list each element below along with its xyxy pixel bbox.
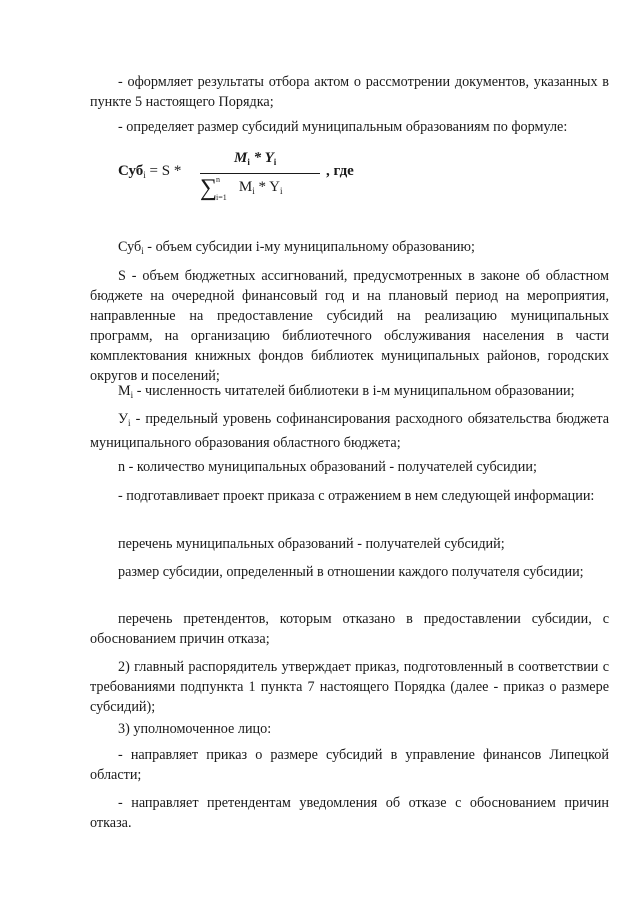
sum-upper-limit: n <box>216 175 220 184</box>
paragraph-formula-intro: - определяет размер субсидий муниципальным образованиям по формуле: <box>118 119 568 135</box>
paragraph-y-definition: $У_i$ - предельный уровень софинансирования расходного обязательства бюджета муниципального образования областного бюджета; <box>90 411 609 451</box>
formula-lhs: Суб$_i$ = S * <box>118 163 182 180</box>
paragraph-sub-definition: Суб$_i$ - объем субсидии i-му муниципальному образованию; <box>118 239 475 256</box>
fraction-bar <box>200 173 320 174</box>
paragraph-send-notices: - направляет претендентам уведомления об отказе с обоснованием причин отказа. <box>90 795 609 831</box>
paragraph-selection-act: - оформляет результаты отбора актом о рассмотрении документов, указанных в пункте 5 настоящего Порядка; <box>90 74 609 110</box>
formula-numerator: $M_i * Y_i$ <box>234 150 277 167</box>
paragraph-m-definition: $М_i$ - численность читателей библиотеки в i-м муниципальном образовании; <box>118 383 575 400</box>
subsidy-formula <box>118 150 378 206</box>
paragraph-approve-order: 2) главный распорядитель утверждает приказ, подготовленный в соответствии с требованиями подпункта 1 пункта 7 настоящего Порядка (далее - приказ о размере субсидий); <box>90 659 609 715</box>
paragraph-recipients-list: перечень муниципальных образований - получателей субсидий; <box>118 536 505 552</box>
paragraph-prepare-order: - подготавливает проект приказа с отражением в нем следующей информации: <box>118 488 595 504</box>
paragraph-refused-list: перечень претендентов, которым отказано в предоставлении субсидии, с обоснованием причин отказа; <box>90 611 609 647</box>
paragraph-subsidy-size: размер субсидии, определенный в отношении каждого получателя субсидии; <box>118 564 584 580</box>
formula-where: , где <box>326 163 354 179</box>
paragraph-authorized-person: 3) уполномоченное лицо: <box>118 721 272 737</box>
sum-sign-icon: ∑ <box>200 175 218 201</box>
sum-lower-limit: i=1 <box>216 193 227 202</box>
paragraph-s-definition: S - объем бюджетных ассигнований, предусмотренных в законе об областном бюджете на очередной финансовый год и на плановый период на мероприятия, направленные на предоставление субсидий на реализацию муниципальных программ, на организацию библиотечного обслуживания населения в части комплектования книжных фондов библиотек муниципальных районов, городских округов и поселений; <box>90 268 609 384</box>
paragraph-n-definition: n - количество муниципальных образований - получателей субсидии; <box>118 459 537 475</box>
formula-denominator: ∑ n i=1 $M_i * Y_i$ <box>200 175 283 202</box>
paragraph-send-order: - направляет приказ о размере субсидий в управление финансов Липецкой области; <box>90 747 609 783</box>
